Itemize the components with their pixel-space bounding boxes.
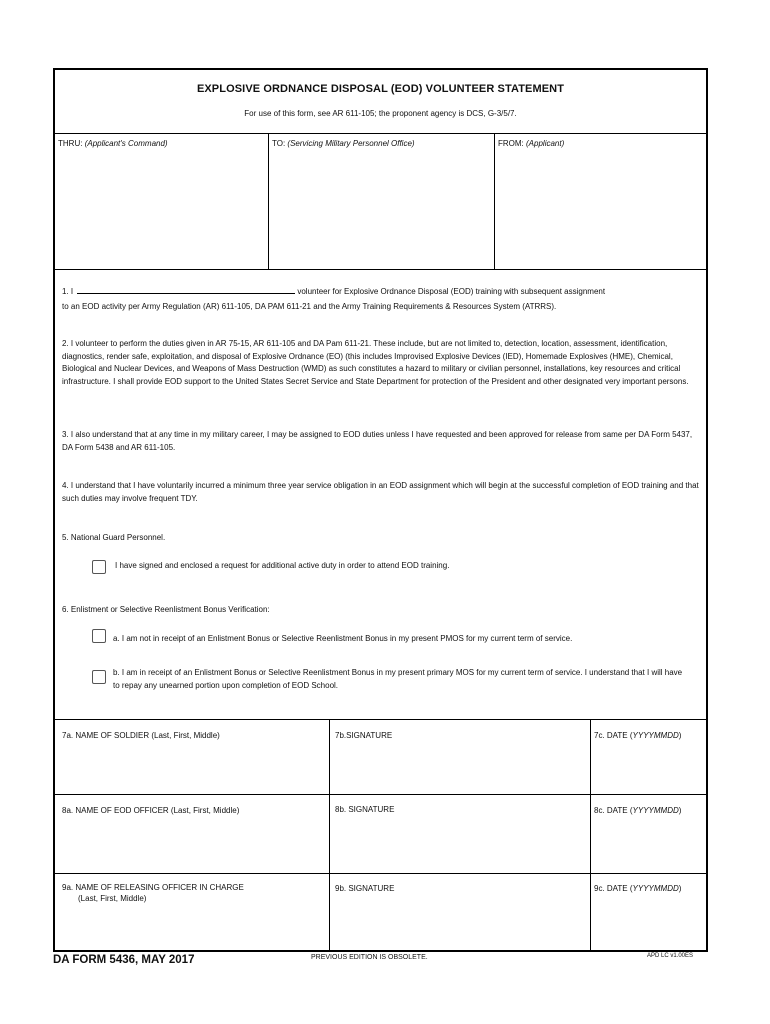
paragraph-1 [62, 285, 700, 299]
divider [55, 269, 706, 270]
paragraph-6: 6. Enlistment or Selective Reenlistment Bonus Verification: [62, 605, 270, 614]
eod-officer-name-label: 8a. NAME OF EOD OFFICER (Last, First, Middle) [62, 806, 240, 815]
soldier-name-field[interactable] [62, 731, 220, 740]
date-close: ) [678, 731, 682, 740]
soldier-name-label: 7a. NAME OF SOLDIER (Last, First, Middle) [62, 731, 220, 740]
from-hint: (Applicant) [526, 139, 565, 148]
version-stamp: APD LC v1.00ES [647, 953, 694, 959]
bonus-not-received-checkbox[interactable] [92, 629, 106, 643]
releasing-officer-date-field[interactable] [594, 884, 681, 893]
thru-label: THRU: [58, 139, 83, 148]
divider [55, 873, 706, 874]
paragraph-3: 3. I also understand that at any time in my military career, I may be assigned to EOD duties unless I have requested and been approved for release from same per DA Form 5437, DA Form 5438 and AR 611-105. [62, 430, 693, 452]
paragraph-4: 4. I understand that I have voluntarily incurred a minimum three year service obligation in an EOD assignment which will begin at the successful completion of EOD training and that such duties may involve frequent TDY. [62, 481, 699, 503]
edition-notice: PREVIOUS EDITION IS OBSOLETE. [311, 954, 428, 961]
volunteer-name-field[interactable] [77, 285, 295, 294]
divider [268, 133, 269, 269]
divider [329, 719, 330, 950]
paragraph-1-suffix: volunteer for Explosive Ordnance Disposal (EOD) training with subsequent assignment [297, 287, 606, 296]
paragraph-5: 5. National Guard Personnel. [62, 533, 166, 542]
form-subtitle: For use of this form, see AR 611-105; the proponent agency is DCS, G-3/5/7. [244, 109, 517, 118]
bonus-not-received-label: a. I am not in receipt of an Enlistment Bonus or Selective Reenlistment Bonus in my present PMOS for my current term of service. [113, 634, 573, 643]
releasing-officer-signature-field[interactable] [335, 884, 394, 893]
paragraph-1-prefix: 1. I [62, 287, 74, 296]
eod-officer-date-label: 8c. DATE ( [594, 806, 633, 815]
thru-field[interactable] [58, 139, 168, 148]
soldier-date-label: 7c. DATE ( [594, 731, 633, 740]
soldier-date-field[interactable] [594, 731, 681, 740]
releasing-officer-name-label: 9a. NAME OF RELEASING OFFICER IN CHARGE [62, 883, 244, 892]
soldier-signature-field[interactable] [335, 731, 392, 740]
bonus-received-label: b. I am in receipt of an Enlistment Bonus or Selective Reenlistment Bonus in my present primary MOS for my current term of service. I understand that I will have to repay any unearned portion upon completion of EOD School. [113, 668, 683, 690]
releasing-officer-name-hint: (Last, First, Middle) [78, 894, 147, 903]
divider [590, 719, 591, 950]
eod-officer-signature-field[interactable] [335, 805, 394, 814]
eod-officer-date-field[interactable] [594, 806, 681, 815]
thru-hint: (Applicant's Command) [84, 139, 168, 148]
eod-officer-signature-label: 8b. SIGNATURE [335, 805, 395, 814]
national-guard-checkbox-label: I have signed and enclosed a request for additional active duty in order to attend EOD training. [115, 561, 450, 570]
to-hint: (Servicing Military Personnel Office) [287, 139, 415, 148]
releasing-officer-signature-label: 9b. SIGNATURE [335, 884, 395, 893]
soldier-signature-label: 7b.SIGNATURE [335, 731, 393, 740]
paragraph-2: 2. I volunteer to perform the duties given in AR 75-15, AR 611-105 and DA Pam 611-21. These include, but are not limited to, detection, location, assessment, identification, diagnostics, render safe, exploitation, and disposal of Explosive Ordnance (EO) (this includes Improvised Explosive Devices (IED), Homemade Explosives (HME), Chemical, Biological and Nuclear Devices, and Weapons of Mass Destruction (WMD) as such constitutes a hazard to military or civilian personnel, installations, key resources and critical infrastructure. I shall provide EOD support to the United States Secret Service and State Department for protection of the President and other designated very important persons. [62, 339, 689, 386]
bonus-received-checkbox[interactable] [92, 670, 106, 684]
paragraph-1-line-2: to an EOD activity per Army Regulation (AR) 611-105, DA PAM 611-21 and the Army Training Requirements & Resources System (ATRRS). [62, 302, 557, 311]
from-label: FROM: [498, 139, 524, 148]
divider [55, 133, 706, 134]
form-number: DA FORM 5436, MAY 2017 [53, 954, 195, 966]
from-field[interactable] [498, 139, 564, 148]
to-field[interactable] [272, 139, 415, 148]
date-format-hint: YYYYMMDD [632, 884, 679, 893]
form-frame [53, 68, 708, 952]
national-guard-checkbox[interactable] [92, 560, 106, 574]
to-label: TO: [272, 139, 286, 148]
date-close: ) [678, 884, 682, 893]
date-close: ) [678, 806, 682, 815]
form-title: EXPLOSIVE ORDNANCE DISPOSAL (EOD) VOLUNTEER STATEMENT [196, 83, 565, 95]
eod-officer-name-field[interactable] [62, 806, 239, 815]
releasing-officer-date-label: 9c. DATE ( [594, 884, 633, 893]
date-format-hint: YYYYMMDD [632, 731, 679, 740]
date-format-hint: YYYYMMDD [632, 806, 679, 815]
divider [494, 133, 495, 269]
releasing-officer-name-field[interactable] [62, 883, 244, 903]
divider [55, 719, 706, 720]
divider [55, 794, 706, 795]
